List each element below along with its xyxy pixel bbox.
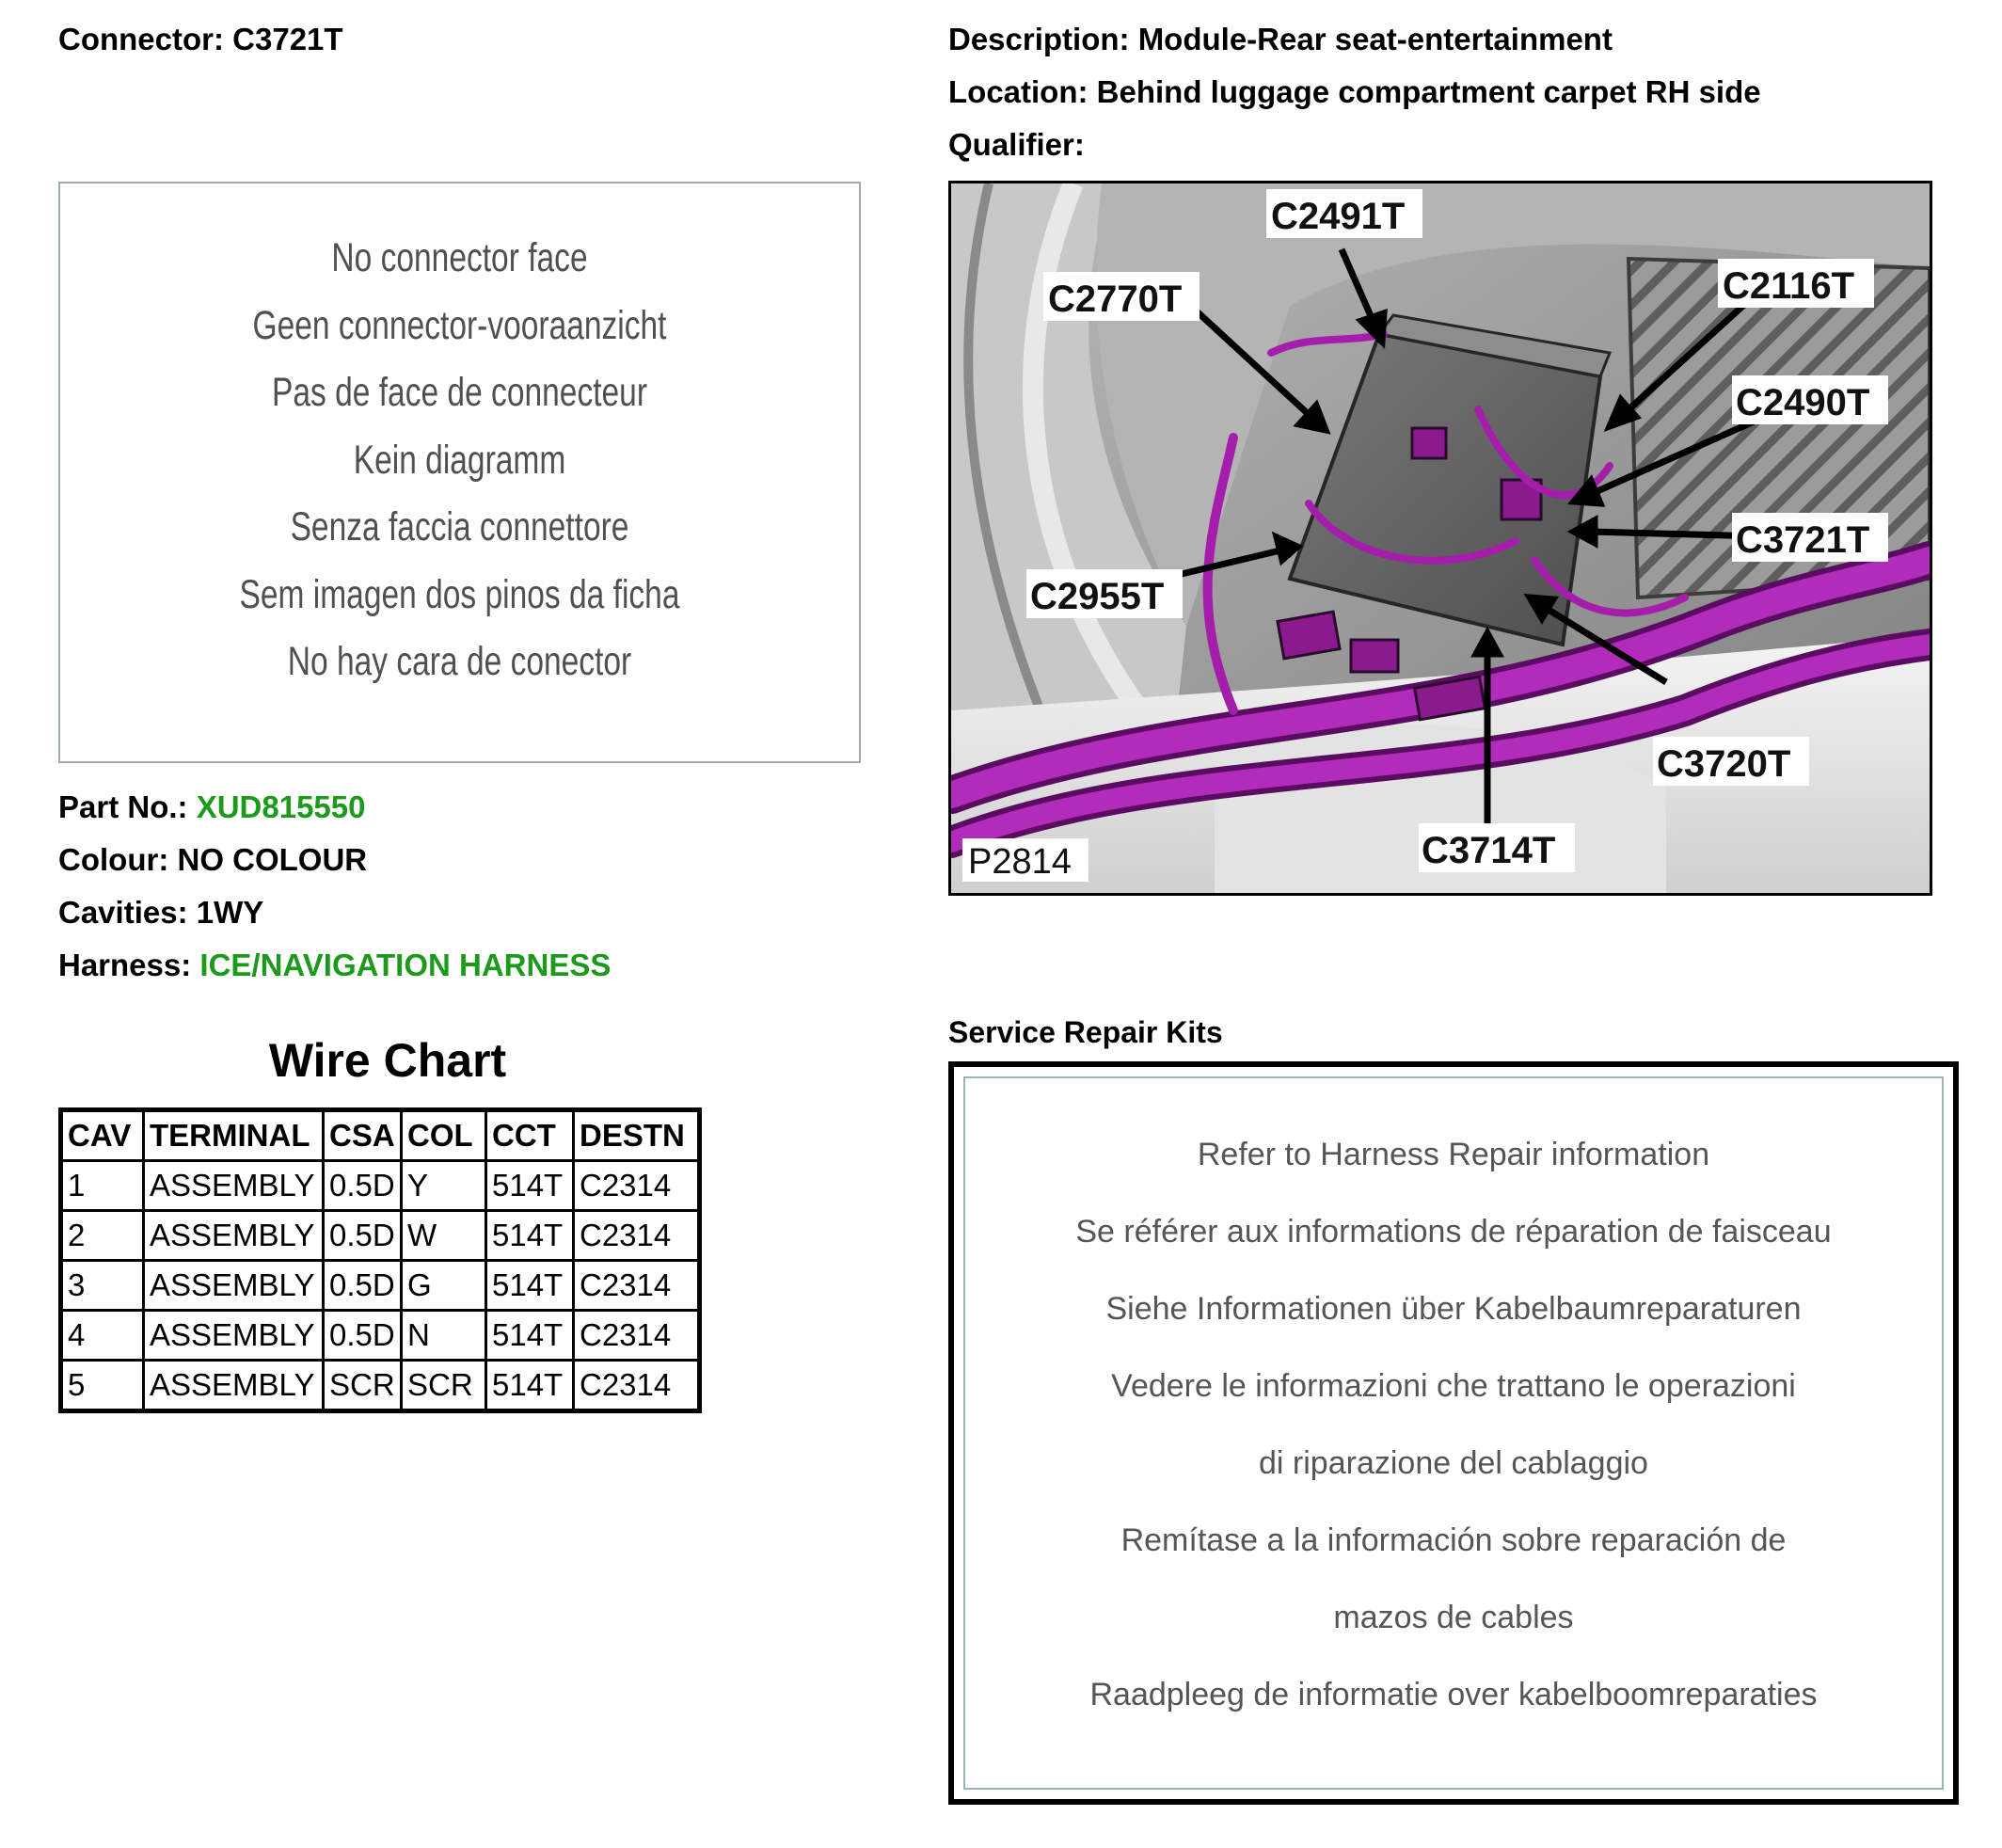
header-destn: DESTN	[574, 1110, 700, 1161]
face-line: No hay cara de conector	[287, 639, 632, 684]
cell-cav: 2	[61, 1211, 144, 1261]
cell-csa: 0.5D	[324, 1311, 402, 1361]
cell-cav: 3	[61, 1261, 144, 1311]
cavities-label: Cavities:	[58, 895, 188, 930]
callout-C2116T: C2116T	[1723, 265, 1855, 307]
qualifier-label: Qualifier:	[948, 127, 1085, 162]
wire-chart-title: Wire Chart	[268, 1034, 507, 1087]
wire-chart-header-row	[61, 1110, 700, 1161]
kit-line: mazos de cables	[1333, 1600, 1574, 1635]
cell-destn: C2314	[574, 1261, 700, 1311]
callout-C2955T: C2955T	[1030, 576, 1165, 617]
colour-value: NO COLOUR	[177, 842, 368, 877]
kit-line: Refer to Harness Repair information	[1197, 1137, 1710, 1172]
connector-label: Connector: C3721T	[58, 22, 343, 56]
connector-location-image	[948, 181, 1932, 896]
cell-csa: 0.5D	[324, 1161, 402, 1211]
kit-line: Remítase a la información sobre reparación de	[1120, 1522, 1787, 1558]
cell-terminal: ASSEMBLY	[144, 1211, 324, 1261]
service-repair-kits-inner	[963, 1076, 1944, 1790]
connector-face-panel	[58, 182, 861, 763]
callout-C3714T: C3714T	[1422, 830, 1556, 871]
face-line: No connector face	[331, 235, 588, 280]
face-line: Geen connector-vooraanzicht	[252, 302, 667, 348]
callout-C2490T: C2490T	[1736, 382, 1870, 423]
callout-C3720T: C3720T	[1657, 743, 1791, 785]
table-row	[61, 1211, 700, 1261]
header-cav: CAV	[61, 1110, 144, 1161]
cell-col: W	[402, 1211, 486, 1261]
cell-destn: C2314	[574, 1311, 700, 1361]
cell-destn: C2314	[574, 1161, 700, 1211]
cell-cav: 1	[61, 1161, 144, 1211]
harness-label: Harness:	[58, 948, 192, 982]
colour-label: Colour:	[58, 842, 169, 877]
header-csa: CSA	[324, 1110, 402, 1161]
cell-cct: 514T	[486, 1311, 574, 1361]
cell-cct: 514T	[486, 1361, 574, 1411]
cavities-row	[58, 894, 263, 932]
callout-C2491T: C2491T	[1271, 196, 1406, 237]
kit-line: di riparazione del cablaggio	[1259, 1445, 1648, 1481]
face-line: Kein diagramm	[353, 437, 566, 483]
face-line: Sem imagen dos pinos da ficha	[239, 571, 680, 617]
header-terminal: TERMINAL	[144, 1110, 324, 1161]
cell-col: Y	[402, 1161, 486, 1211]
service-repair-kits-panel	[948, 1061, 1959, 1805]
part-number-row	[58, 789, 365, 826]
cell-destn: C2314	[574, 1361, 700, 1411]
cell-destn: C2314	[574, 1211, 700, 1261]
colour-row	[58, 841, 367, 879]
harness-link[interactable]: ICE/NAVIGATION HARNESS	[199, 948, 612, 982]
cell-terminal: ASSEMBLY	[144, 1361, 324, 1411]
table-row	[61, 1161, 700, 1211]
harness-row	[58, 947, 611, 984]
cell-cav: 5	[61, 1361, 144, 1411]
kit-line: Se référer aux informations de réparation de faisceau	[1075, 1214, 1832, 1250]
service-repair-kits-title: Service Repair Kits	[948, 1015, 1223, 1049]
cell-terminal: ASSEMBLY	[144, 1261, 324, 1311]
header-col: COL	[402, 1110, 486, 1161]
cavities-value: 1WY	[196, 895, 264, 930]
cell-terminal: ASSEMBLY	[144, 1161, 324, 1211]
table-row	[61, 1361, 700, 1411]
cell-csa: SCR	[324, 1361, 402, 1411]
figure-id: P2814	[968, 842, 1072, 882]
part-number-link[interactable]: XUD815550	[196, 789, 366, 824]
callout-C3721T: C3721T	[1736, 519, 1870, 561]
cell-col: SCR	[402, 1361, 486, 1411]
cell-cct: 514T	[486, 1261, 574, 1311]
cell-terminal: ASSEMBLY	[144, 1311, 324, 1361]
header-cct: CCT	[486, 1110, 574, 1161]
cell-csa: 0.5D	[324, 1261, 402, 1311]
cell-csa: 0.5D	[324, 1211, 402, 1261]
cell-col: N	[402, 1311, 486, 1361]
table-row	[61, 1311, 700, 1361]
cell-col: G	[402, 1261, 486, 1311]
cell-cct: 514T	[486, 1211, 574, 1261]
face-line: Pas de face de connecteur	[271, 370, 648, 415]
face-line: Senza faccia connettore	[290, 504, 629, 550]
location-label: Location: Behind luggage compartment carpet RH side	[948, 74, 1761, 109]
part-number-label: Part No.:	[58, 789, 188, 824]
cell-cav: 4	[61, 1311, 144, 1361]
cell-cct: 514T	[486, 1161, 574, 1211]
callout-C2770T: C2770T	[1048, 279, 1183, 320]
description-label: Description: Module-Rear seat-entertainment	[948, 22, 1613, 56]
kit-line: Raadpleeg de informatie over kabelboomreparaties	[1089, 1677, 1818, 1713]
kit-line: Siehe Informationen über Kabelbaumreparaturen	[1105, 1291, 1802, 1327]
kit-line: Vedere le informazioni che trattano le operazioni	[1111, 1368, 1796, 1404]
wire-chart-table	[58, 1107, 702, 1413]
table-row	[61, 1261, 700, 1311]
